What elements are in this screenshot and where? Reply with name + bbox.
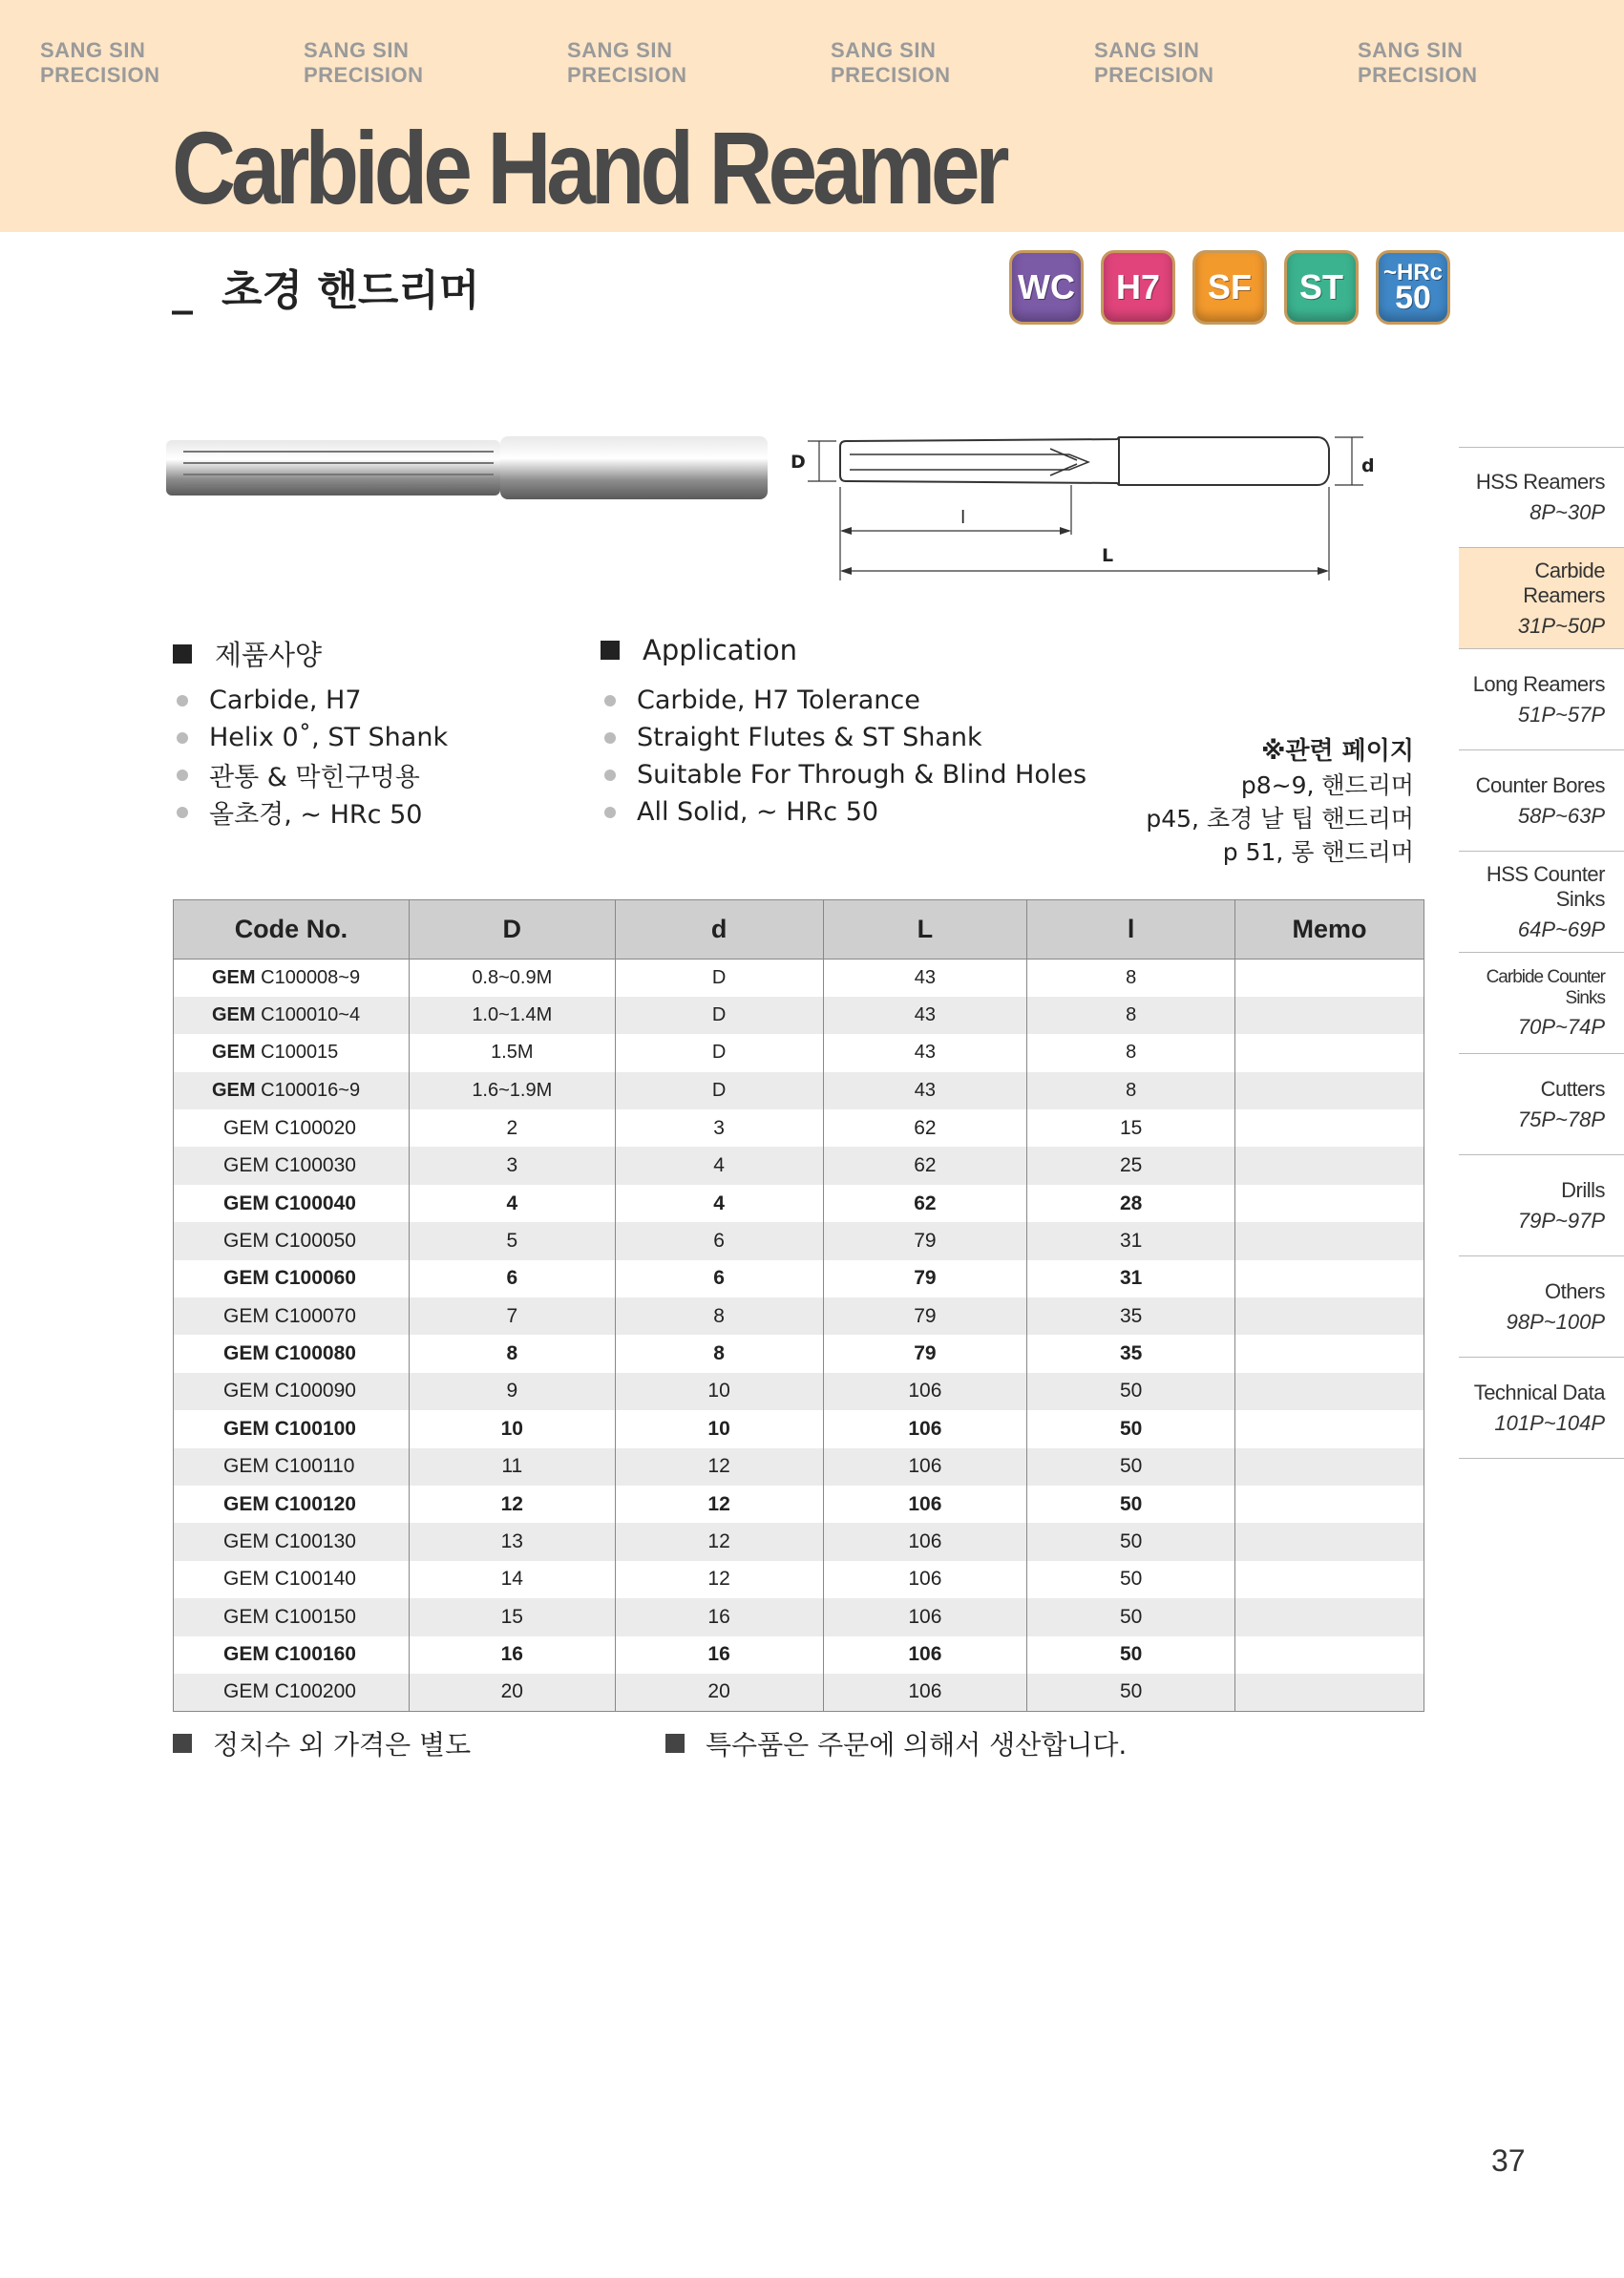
cell-memo xyxy=(1235,1373,1424,1410)
related-title: ※관련 페이지 xyxy=(1261,737,1414,766)
code-number: C100010~4 xyxy=(261,1004,361,1026)
sidebar-item-technical-data[interactable] xyxy=(1459,1358,1624,1459)
code-cell xyxy=(174,1523,410,1560)
sidebar-item-label: Long Reamers xyxy=(1472,671,1605,696)
dim-D-label: D xyxy=(791,452,806,473)
cell-l: 50 xyxy=(1027,1486,1235,1523)
section-square-icon xyxy=(173,644,192,664)
code-number: C100160 xyxy=(274,1643,356,1666)
sidebar-item-pages: 51P~57P xyxy=(1517,702,1605,727)
cell-d: 16 xyxy=(615,1636,823,1674)
cell-L: 79 xyxy=(823,1222,1027,1259)
list-item: All Solid, ~ HRc 50 xyxy=(604,793,1086,831)
cell-d: 12 xyxy=(615,1448,823,1486)
code-prefix: GEM xyxy=(223,1680,269,1703)
cell-L: 43 xyxy=(823,960,1027,997)
cell-d: 4 xyxy=(615,1147,823,1184)
table-row xyxy=(174,960,1424,997)
code-cell xyxy=(174,1448,410,1486)
sidebar-item-label: Carbide Counter Sinks xyxy=(1486,966,1605,1008)
cell-memo xyxy=(1235,1486,1424,1523)
code-number: C100140 xyxy=(274,1568,356,1591)
cell-memo xyxy=(1235,1523,1424,1560)
column-header: l xyxy=(1027,900,1235,960)
code-prefix: GEM xyxy=(212,1042,256,1064)
sidebar-item-label: Technical Data xyxy=(1473,1380,1605,1404)
table-row xyxy=(174,1147,1424,1184)
cell-l: 31 xyxy=(1027,1260,1235,1297)
page-subtitle xyxy=(172,256,479,317)
table-row xyxy=(174,1109,1424,1147)
specs-ko-list xyxy=(177,682,448,831)
cell-d: 20 xyxy=(615,1674,823,1711)
specs-en-list xyxy=(604,682,1086,831)
cell-memo xyxy=(1235,1222,1424,1259)
code-number: C100090 xyxy=(274,1380,356,1403)
cell-d: 10 xyxy=(615,1373,823,1410)
sidebar-item-carbide-counter-sinks[interactable] xyxy=(1459,953,1624,1054)
cell-D: 6 xyxy=(409,1260,615,1297)
cell-memo xyxy=(1235,1335,1424,1372)
code-prefix: GEM xyxy=(223,1417,269,1440)
cell-l: 35 xyxy=(1027,1335,1235,1372)
cell-D: 1.6~1.9M xyxy=(409,1072,615,1109)
cell-memo xyxy=(1235,997,1424,1034)
cell-l: 15 xyxy=(1027,1109,1235,1147)
code-prefix: GEM xyxy=(223,1304,269,1327)
cell-D: 13 xyxy=(409,1523,615,1560)
cell-D: 7 xyxy=(409,1297,615,1335)
sidebar-item-pages: 101P~104P xyxy=(1494,1410,1605,1435)
page-title: Carbide Hand Reamer xyxy=(172,110,1005,225)
sidebar-item-hss-counter-sinks[interactable] xyxy=(1459,852,1624,953)
cell-D: 8 xyxy=(409,1335,615,1372)
cell-l: 50 xyxy=(1027,1636,1235,1674)
cell-d: 6 xyxy=(615,1260,823,1297)
code-cell xyxy=(174,1410,410,1447)
code-number: C100120 xyxy=(274,1492,356,1515)
spec-table xyxy=(173,899,1424,1712)
table-row xyxy=(174,1448,1424,1486)
hrc-badge-bottom: 50 xyxy=(1395,279,1431,316)
code-cell xyxy=(174,1636,410,1674)
cell-L: 106 xyxy=(823,1561,1027,1598)
code-prefix: GEM xyxy=(212,1079,256,1101)
cell-d: 12 xyxy=(615,1561,823,1598)
table-row xyxy=(174,1373,1424,1410)
code-cell xyxy=(174,1109,410,1147)
cell-D: 0.8~0.9M xyxy=(409,960,615,997)
sidebar-item-label: Cutters xyxy=(1540,1076,1605,1101)
cell-d: 8 xyxy=(615,1297,823,1335)
code-prefix: GEM xyxy=(212,966,256,988)
cell-d: D xyxy=(615,997,823,1034)
cell-memo xyxy=(1235,1561,1424,1598)
dimension-drawing xyxy=(783,428,1375,585)
sf-badge-icon: SF xyxy=(1192,250,1267,325)
table-row xyxy=(174,1034,1424,1071)
subtitle-text: 초경 핸드리머 xyxy=(221,266,480,315)
related-pages xyxy=(1146,735,1414,869)
specs-en-heading-text: Application xyxy=(643,634,798,666)
list-item: Carbide, H7 Tolerance xyxy=(604,682,1086,719)
code-number: C100008~9 xyxy=(261,966,361,988)
cell-l: 50 xyxy=(1027,1598,1235,1635)
code-number: C100200 xyxy=(274,1680,356,1703)
hrc-badge-top: ~HRc xyxy=(1382,259,1444,285)
cell-d: 12 xyxy=(615,1486,823,1523)
sidebar-item-label: HSS Counter Sinks xyxy=(1486,861,1605,911)
cell-memo xyxy=(1235,1072,1424,1109)
cell-d: 16 xyxy=(615,1598,823,1635)
cell-L: 106 xyxy=(823,1598,1027,1635)
table-row xyxy=(174,1410,1424,1447)
cell-D: 1.0~1.4M xyxy=(409,997,615,1034)
code-prefix: GEM xyxy=(223,1342,269,1365)
price-note xyxy=(173,1724,471,1762)
sidebar-item-pages: 98P~100P xyxy=(1506,1309,1605,1334)
cell-D: 10 xyxy=(409,1410,615,1447)
related-link[interactable]: p8~9, 핸드리머 xyxy=(1240,771,1414,799)
code-prefix: GEM xyxy=(223,1568,269,1591)
table-row xyxy=(174,1486,1424,1523)
code-number: C100020 xyxy=(274,1116,356,1139)
sidebar-item-pages: 64P~69P xyxy=(1517,917,1605,941)
cell-memo xyxy=(1235,1109,1424,1147)
cell-memo xyxy=(1235,1448,1424,1486)
code-prefix: GEM xyxy=(223,1192,269,1214)
cell-D: 3 xyxy=(409,1147,615,1184)
section-square-icon xyxy=(665,1734,685,1753)
brand-text: SANG SIN PRECISION xyxy=(40,38,160,87)
cell-l: 8 xyxy=(1027,997,1235,1034)
cell-l: 8 xyxy=(1027,1072,1235,1109)
related-link[interactable]: p 51, 롱 핸드리머 xyxy=(1222,838,1414,866)
cell-D: 11 xyxy=(409,1448,615,1486)
sidebar-item-label: Counter Bores xyxy=(1475,772,1605,797)
code-number: C100150 xyxy=(274,1605,356,1628)
cell-D: 14 xyxy=(409,1561,615,1598)
sidebar-item-pages: 79P~97P xyxy=(1517,1208,1605,1233)
column-header: D xyxy=(409,900,615,960)
feature-badges xyxy=(1009,250,1450,325)
cell-d: D xyxy=(615,960,823,997)
cell-L: 106 xyxy=(823,1410,1027,1447)
code-prefix: GEM xyxy=(223,1116,269,1139)
sidebar-item-pages: 31P~50P xyxy=(1517,613,1605,638)
sidebar-item-cutters[interactable] xyxy=(1459,1054,1624,1155)
code-number: C100100 xyxy=(274,1417,356,1440)
code-cell xyxy=(174,1335,410,1372)
table-row xyxy=(174,1523,1424,1560)
hrc-badge-icon xyxy=(1376,250,1450,325)
cell-D: 9 xyxy=(409,1373,615,1410)
table-row xyxy=(174,1598,1424,1635)
specs-ko-heading-text: 제품사양 xyxy=(215,639,323,671)
sidebar-item-pages: 8P~30P xyxy=(1529,500,1605,524)
cell-L: 79 xyxy=(823,1335,1027,1372)
table-row xyxy=(174,1674,1424,1711)
sidebar-item-pages: 70P~74P xyxy=(1517,1014,1605,1039)
cell-L: 106 xyxy=(823,1523,1027,1560)
code-cell xyxy=(174,1034,410,1071)
cell-L: 43 xyxy=(823,1034,1027,1071)
cell-L: 62 xyxy=(823,1185,1027,1222)
code-prefix: GEM xyxy=(223,1492,269,1515)
list-item: Carbide, H7 xyxy=(177,682,448,719)
cell-L: 106 xyxy=(823,1373,1027,1410)
code-cell xyxy=(174,1072,410,1109)
cell-memo xyxy=(1235,1410,1424,1447)
sidebar-item-long-reamers[interactable] xyxy=(1459,649,1624,750)
cell-l: 31 xyxy=(1027,1222,1235,1259)
code-number: C100016~9 xyxy=(261,1079,361,1101)
cell-d: 3 xyxy=(615,1109,823,1147)
list-item: 관통 & 막힌구멍용 xyxy=(177,756,448,793)
cell-d: D xyxy=(615,1072,823,1109)
table-row xyxy=(174,1222,1424,1259)
code-number: C100110 xyxy=(274,1455,355,1478)
code-cell xyxy=(174,1260,410,1297)
code-prefix: GEM xyxy=(223,1643,269,1666)
dim-d-label: d xyxy=(1361,455,1375,476)
list-item: Straight Flutes & ST Shank xyxy=(604,719,1086,756)
code-cell xyxy=(174,1297,410,1335)
table-row xyxy=(174,1185,1424,1222)
code-number: C100070 xyxy=(274,1304,356,1327)
list-item: Helix 0˚, ST Shank xyxy=(177,719,448,756)
cell-L: 106 xyxy=(823,1674,1027,1711)
sidebar-item-drills[interactable] xyxy=(1459,1155,1624,1256)
column-header: Code No. xyxy=(174,900,410,960)
cell-memo xyxy=(1235,1185,1424,1222)
h7-badge-icon: H7 xyxy=(1101,250,1175,325)
cell-D: 4 xyxy=(409,1185,615,1222)
sidebar-item-hss-reamers[interactable] xyxy=(1459,447,1624,548)
section-square-icon xyxy=(601,641,620,660)
cell-l: 8 xyxy=(1027,1034,1235,1071)
code-cell xyxy=(174,960,410,997)
page-number: 37 xyxy=(1491,2143,1526,2178)
cell-l: 50 xyxy=(1027,1523,1235,1560)
cell-L: 43 xyxy=(823,1072,1027,1109)
cell-memo xyxy=(1235,1598,1424,1635)
table-row xyxy=(174,1561,1424,1598)
column-header: Memo xyxy=(1235,900,1424,960)
code-prefix: GEM xyxy=(223,1530,269,1553)
cell-L: 62 xyxy=(823,1147,1027,1184)
code-cell xyxy=(174,1598,410,1635)
code-number: C100130 xyxy=(274,1530,356,1553)
st-badge-icon: ST xyxy=(1284,250,1359,325)
code-number: C100060 xyxy=(274,1267,356,1290)
special-order-note xyxy=(665,1724,1127,1762)
code-number: C100080 xyxy=(274,1342,356,1365)
cell-d: D xyxy=(615,1034,823,1071)
price-note-text: 정치수 외 가격은 별도 xyxy=(213,1729,472,1761)
code-prefix: GEM xyxy=(223,1455,269,1478)
sidebar-item-pages: 58P~63P xyxy=(1517,803,1605,828)
table-row xyxy=(174,997,1424,1034)
subtitle-dash: _ xyxy=(172,266,193,315)
cell-memo xyxy=(1235,1147,1424,1184)
brand-text: SANG SIN PRECISION xyxy=(1358,38,1478,87)
column-header: d xyxy=(615,900,823,960)
cell-L: 43 xyxy=(823,997,1027,1034)
brand-text: SANG SIN PRECISION xyxy=(567,38,687,87)
specs-en-heading xyxy=(601,634,797,666)
cell-D: 15 xyxy=(409,1598,615,1635)
wc-badge-icon: WC xyxy=(1009,250,1084,325)
cell-memo xyxy=(1235,1034,1424,1071)
cell-l: 50 xyxy=(1027,1373,1235,1410)
list-item: 올초경, ~ HRc 50 xyxy=(177,793,448,831)
sidebar-item-counter-bores[interactable] xyxy=(1459,750,1624,852)
cell-L: 106 xyxy=(823,1448,1027,1486)
brand-text: SANG SIN PRECISION xyxy=(831,38,951,87)
table-header-row xyxy=(174,900,1424,960)
code-cell xyxy=(174,1185,410,1222)
sidebar-item-others[interactable] xyxy=(1459,1256,1624,1358)
cell-memo xyxy=(1235,1260,1424,1297)
brand-row xyxy=(40,38,1582,88)
cell-memo xyxy=(1235,960,1424,997)
cell-memo xyxy=(1235,1636,1424,1674)
table-row xyxy=(174,1335,1424,1372)
dim-L-label: L xyxy=(1102,545,1114,566)
cell-l: 50 xyxy=(1027,1410,1235,1447)
code-prefix: GEM xyxy=(223,1229,269,1252)
reamer-photo xyxy=(164,434,771,501)
special-order-note-text: 특수품은 주문에 의해서 생산합니다. xyxy=(706,1729,1128,1761)
sidebar-item-carbide-reamers[interactable] xyxy=(1459,548,1624,649)
cell-d: 4 xyxy=(615,1185,823,1222)
code-prefix: GEM xyxy=(223,1267,269,1290)
code-cell xyxy=(174,1561,410,1598)
cell-l: 35 xyxy=(1027,1297,1235,1335)
code-cell xyxy=(174,1373,410,1410)
sidebar-item-pages: 75P~78P xyxy=(1517,1107,1605,1131)
cell-l: 8 xyxy=(1027,960,1235,997)
cell-l: 50 xyxy=(1027,1674,1235,1711)
code-prefix: GEM xyxy=(223,1605,269,1628)
cell-l: 50 xyxy=(1027,1561,1235,1598)
code-prefix: GEM xyxy=(223,1154,269,1177)
code-number: C100015 xyxy=(261,1042,339,1064)
cell-D: 12 xyxy=(409,1486,615,1523)
code-cell xyxy=(174,1486,410,1523)
sidebar-item-label: Drills xyxy=(1561,1177,1605,1202)
code-cell xyxy=(174,997,410,1034)
cell-D: 5 xyxy=(409,1222,615,1259)
code-number: C100040 xyxy=(274,1192,356,1214)
table-row xyxy=(174,1636,1424,1674)
cell-d: 10 xyxy=(615,1410,823,1447)
cell-L: 106 xyxy=(823,1636,1027,1674)
related-link[interactable]: p45, 초경 날 팁 핸드리머 xyxy=(1146,805,1414,833)
cell-L: 79 xyxy=(823,1297,1027,1335)
cell-D: 16 xyxy=(409,1636,615,1674)
sidebar-item-label: Others xyxy=(1544,1278,1605,1303)
code-cell xyxy=(174,1147,410,1184)
list-item: Suitable For Through & Blind Holes xyxy=(604,756,1086,793)
cell-l: 25 xyxy=(1027,1147,1235,1184)
cell-memo xyxy=(1235,1674,1424,1711)
cell-L: 79 xyxy=(823,1260,1027,1297)
table-row xyxy=(174,1297,1424,1335)
code-prefix: GEM xyxy=(212,1004,256,1026)
sidebar-item-label: Carbide Reamers xyxy=(1523,558,1605,607)
column-header: L xyxy=(823,900,1027,960)
code-prefix: GEM xyxy=(223,1380,269,1403)
cell-D: 20 xyxy=(409,1674,615,1711)
cell-memo xyxy=(1235,1297,1424,1335)
dim-l-label: l xyxy=(960,507,966,528)
code-number: C100050 xyxy=(274,1229,356,1252)
cell-d: 6 xyxy=(615,1222,823,1259)
code-number: C100030 xyxy=(274,1154,356,1177)
table-row xyxy=(174,1072,1424,1109)
cell-D: 2 xyxy=(409,1109,615,1147)
cell-D: 1.5M xyxy=(409,1034,615,1071)
table-row xyxy=(174,1260,1424,1297)
brand-text: SANG SIN PRECISION xyxy=(1094,38,1214,87)
section-square-icon xyxy=(173,1734,192,1753)
code-cell xyxy=(174,1222,410,1259)
specs-ko-heading xyxy=(173,634,322,673)
brand-text: SANG SIN PRECISION xyxy=(304,38,424,87)
sidebar-nav xyxy=(1459,447,1624,1459)
cell-d: 8 xyxy=(615,1335,823,1372)
cell-d: 12 xyxy=(615,1523,823,1560)
cell-L: 106 xyxy=(823,1486,1027,1523)
cell-l: 28 xyxy=(1027,1185,1235,1222)
cell-l: 50 xyxy=(1027,1448,1235,1486)
code-cell xyxy=(174,1674,410,1711)
cell-L: 62 xyxy=(823,1109,1027,1147)
sidebar-item-label: HSS Reamers xyxy=(1475,470,1605,494)
